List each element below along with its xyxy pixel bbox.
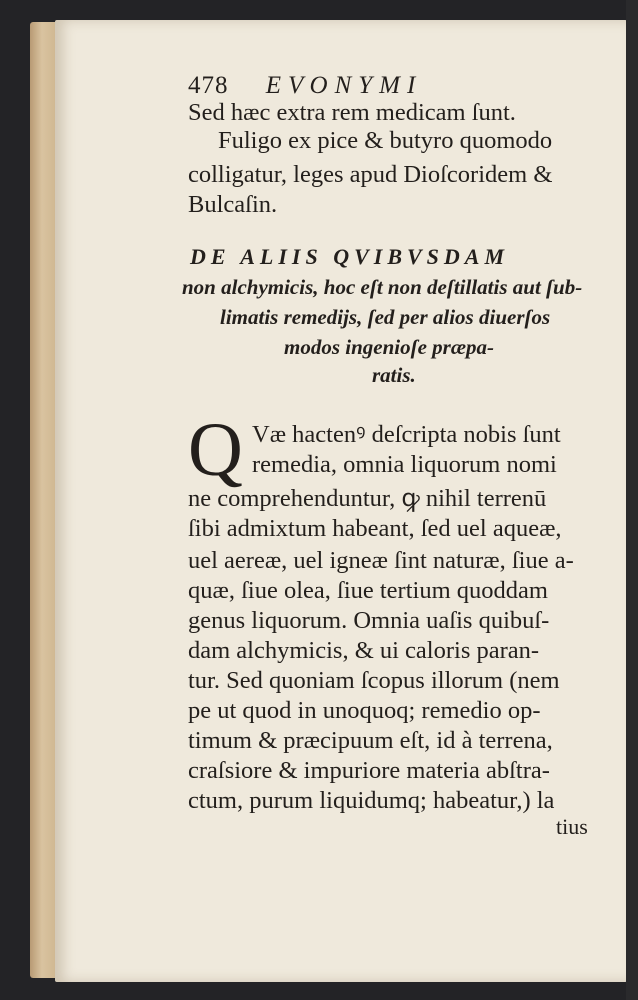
drop-cap: Q — [188, 408, 243, 492]
paragraph-line: quæ, ſiue olea, ſiue tertium quoddam — [188, 577, 548, 604]
page-number: 478 — [188, 72, 229, 99]
paragraph-line: colligatur, leges apud Dioſcoridem & — [188, 161, 553, 188]
paragraph-line: ne comprehenduntur, ꝙ nihil terrenū — [188, 485, 547, 512]
paragraph-line: pe ut quod in unoquoq; remedio op- — [188, 697, 541, 724]
right-margin-dark — [626, 0, 638, 1000]
paragraph-line: ctum, purum liquidumq; habeatur,) la — [188, 787, 555, 814]
paragraph-line: tur. Sed quoniam ſcopus illorum (nem — [188, 667, 560, 694]
chapter-heading-line: ratis. — [372, 363, 416, 387]
paragraph-line: Sed hæc extra rem medicam ſunt. — [188, 99, 516, 126]
chapter-heading-title: DE ALIIS QVIBVSDAM — [190, 244, 510, 269]
paragraph-line: genus liquorum. Omnia uaſis quibuſ- — [188, 607, 550, 634]
paragraph-line: dam alchymicis, & ui caloris paran- — [188, 637, 540, 664]
catchword: tius — [556, 814, 588, 839]
chapter-heading-line: modos ingenioſe præpa- — [284, 335, 494, 359]
paragraph-line: uel aereæ, uel igneæ ſint naturæ, ſiue a- — [188, 547, 574, 574]
running-title: EVONYMI — [265, 72, 423, 99]
paragraph-line: craſsiore & impuriore materia abſtra- — [188, 757, 550, 784]
chapter-heading-line: non alchymicis, hoc eſt non deſtillatis aut ſub- — [182, 275, 583, 299]
paragraph-line: remedia, omnia liquorum nomi — [252, 451, 557, 478]
paragraph-line: timum & præcipuum eſt, id à terrena, — [188, 727, 553, 754]
paragraph-line: Væ hactenꝰ deſcripta nobis ſunt — [252, 421, 561, 448]
paragraph-line: ſibi admixtum habeant, ſed uel aqueæ, — [188, 515, 562, 542]
paragraph-line: Fuligo ex pice & butyro quomodo — [218, 127, 553, 154]
chapter-heading-line: limatis remedijs, ſed per alios diuerſos — [220, 305, 551, 329]
paragraph-line: Bulcaſin. — [188, 191, 278, 218]
